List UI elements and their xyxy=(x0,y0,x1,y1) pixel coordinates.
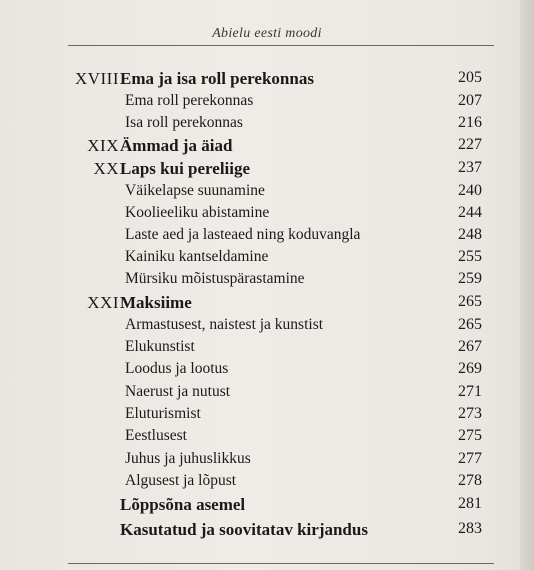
toc-entry xyxy=(0,69,534,91)
page-number: 278 xyxy=(458,472,482,489)
section-title: Laste aed ja lasteaed ning koduvangla xyxy=(125,226,361,243)
chapter-number: XX xyxy=(93,159,119,178)
section-title: Juhus ja juhuslikkus xyxy=(125,450,251,467)
toc-entry xyxy=(0,248,534,270)
toc-entry xyxy=(0,136,534,158)
chapter-title: Ema ja isa roll perekonnas xyxy=(120,69,314,88)
toc-entry xyxy=(0,338,534,360)
page-number: 265 xyxy=(458,316,482,333)
footer-rule xyxy=(68,563,494,564)
section-title: Ema roll perekonnas xyxy=(125,92,254,109)
toc-entry xyxy=(0,450,534,472)
page-number: 205 xyxy=(458,69,482,86)
page-number: 277 xyxy=(458,450,482,467)
toc-entry xyxy=(0,182,534,204)
section-title: Väikelapse suunamine xyxy=(125,182,265,199)
toc-entry xyxy=(0,427,534,449)
section-title: Kainiku kantseldamine xyxy=(125,248,269,265)
toc-entry xyxy=(0,270,534,292)
chapter-title: Lõppsõna asemel xyxy=(120,495,246,514)
page-number: 271 xyxy=(458,383,482,400)
chapter-title: Ämmad ja äiad xyxy=(120,136,233,155)
toc-entry xyxy=(0,293,534,315)
chapter-number: XVIII xyxy=(74,69,119,88)
section-title: Koolieeliku abistamine xyxy=(125,204,270,221)
header-rule xyxy=(68,45,494,46)
toc-entry xyxy=(0,360,534,382)
page-number: 255 xyxy=(458,248,482,265)
page-number: 265 xyxy=(458,293,482,310)
page-number: 207 xyxy=(458,92,482,109)
section-title: Isa roll perekonnas xyxy=(125,114,243,131)
section-title: Eestlusest xyxy=(125,427,187,444)
running-header-title: Abielu eesti moodi xyxy=(212,26,322,41)
chapter-title: Kasutatud ja soovitatav kirjandus xyxy=(120,520,368,539)
page-number: 248 xyxy=(458,226,482,243)
page-number: 259 xyxy=(458,270,482,287)
toc-entry xyxy=(0,472,534,494)
page-number: 267 xyxy=(458,338,482,355)
page-number: 216 xyxy=(458,114,482,131)
chapter-title: Laps kui pereliige xyxy=(120,159,251,178)
chapter-number: XIX xyxy=(87,136,119,155)
chapter-number: XXI xyxy=(87,293,119,312)
section-title: Naerust ja nutust xyxy=(125,383,231,400)
toc-entry xyxy=(0,495,534,517)
toc-entry xyxy=(0,114,534,136)
toc-entry xyxy=(0,92,534,114)
toc-entry xyxy=(0,405,534,427)
toc-entry xyxy=(0,226,534,248)
page-number: 283 xyxy=(458,520,482,537)
page-number: 275 xyxy=(458,427,482,444)
page-number: 269 xyxy=(458,360,482,377)
toc-entry xyxy=(0,159,534,181)
section-title: Loodus ja lootus xyxy=(125,360,229,377)
section-title: Elukunstist xyxy=(125,338,195,355)
section-title: Mürsiku mõistuspärastamine xyxy=(125,270,305,287)
page-number: 240 xyxy=(458,182,482,199)
section-title: Eluturismist xyxy=(125,405,201,422)
section-title: Armastusest, naistest ja kunstist xyxy=(125,316,324,333)
page-number: 244 xyxy=(458,204,482,221)
chapter-title: Maksiime xyxy=(120,293,192,312)
toc-entry xyxy=(0,383,534,405)
page-number: 281 xyxy=(458,495,482,512)
page-number: 237 xyxy=(458,159,482,176)
toc-entry xyxy=(0,316,534,338)
section-title: Algusest ja lõpust xyxy=(125,472,237,489)
toc-entry xyxy=(0,520,534,542)
running-header xyxy=(0,0,534,50)
toc-entry xyxy=(0,204,534,226)
page-number: 227 xyxy=(458,136,482,153)
page-number: 273 xyxy=(458,405,482,422)
